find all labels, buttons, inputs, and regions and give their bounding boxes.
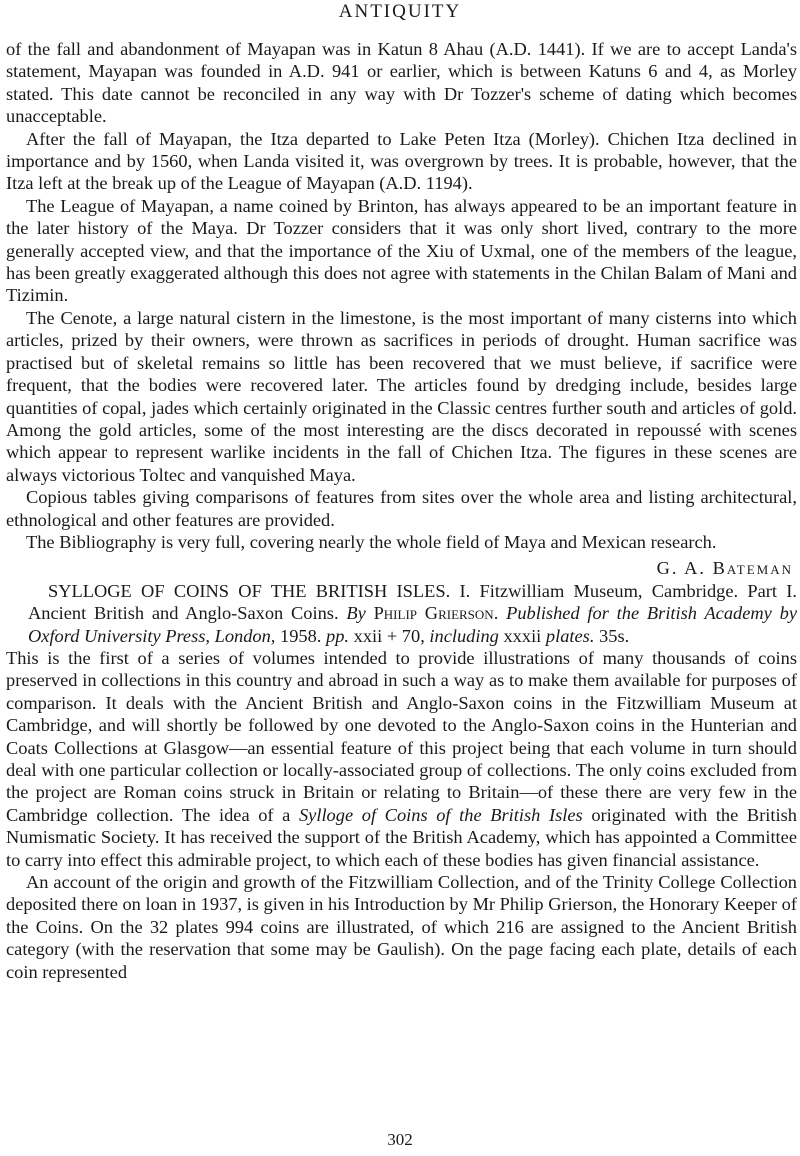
paragraph-text: This is the first of a series of volumes intended to provide illustrations of many thousands of coins preserved in collections in this country and abroad in such a way as to make them available for purposes of comparison. It deals with the Ancient British and Anglo-Saxon coins in the Fitzwilliam Museum at Cambridge, and will shortly be followed by one devoted to the Anglo-Saxon coins in the Hunterian and Coats Collections at Glasgow—an essential feature of this project being that each volume in turn should deal with one particular collection or locally-associated group of collections. The only coins excluded from the project are Roman coins struck in Britain or relating to Britain—of these there are very few in the Cambridge collection. The idea of a: [6, 647, 797, 825]
italic-title: Sylloge of Coins of the British Isles: [298, 804, 583, 825]
extent: xxii + 70,: [353, 625, 425, 646]
price: 35s.: [599, 625, 630, 646]
author: Philip Grierson.: [373, 603, 499, 624]
paragraph: The Cenote, a large natural cistern in the limestone, is the most important of many cisterns into which articles, prized by their owners, were thrown as sacrifices in periods of drought. Human sacrifice was practised but of skeletal remains so little has been recovered that we must believe, if sacrifice were frequent, that the bodies were recovered later. The articles found by dredging include, besides large quantities of copal, jades which certainly originated in the Classic centres further south and articles of gold. Among the gold articles, some of the most interesting are the discs decorated in repoussé with scenes which appear to represent warlike incidents in the fall of Chichen Itza. The figures in these scenes are always victorious Toltec and vanquished Maya.: [6, 307, 797, 485]
review-title: SYLLOGE OF COINS OF THE BRITISH ISLES. I. Fitzwilliam Museum, Cambridge. Part I. Ancient British and Anglo-Saxon Coins.: [28, 580, 797, 624]
publisher: Published for the British Academy by Oxford University Press, London,: [28, 603, 797, 646]
review-heading: [6, 580, 797, 647]
plates-count: xxxii: [503, 625, 542, 646]
paragraph: of the fall and abandonment of Mayapan was in Katun 8 Ahau (A.D. 1441). If we are to accept Landa's statement, Mayapan was founded in A.D. 941 or earlier, which is between Katuns 6 and 4, as Morley stated. This date cannot be reconciled in any way with Dr Tozzer's scheme of dating which becomes unacceptable.: [6, 39, 797, 127]
paragraph: The Bibliography is very full, covering nearly the whole field of Maya and Mexican research.: [26, 531, 717, 552]
paragraph-text: originated with the British Numismatic Society. It has received the support of the British Academy, which has appointed a Committee to carry into effect this admirable project, to which each of these bodies has given financial assistance.: [6, 804, 797, 870]
plates-label: plates.: [545, 625, 595, 646]
reviewer-signature: G. A. Bateman: [656, 558, 793, 579]
pp-label: pp.: [326, 625, 350, 646]
paragraph: The League of Mayapan, a name coined by Brinton, has always appeared to be an important feature in the later history of the Maya. Dr Tozzer considers that it was only short lived, contrary to the more generally accepted view, and that the importance of the Xiu of Uxmal, one of the members of the league, has been greatly exaggerated although this does not agree with statements in the Chilan Balam of Mani and Tizimin.: [6, 195, 797, 306]
running-head: ANTIQUITY: [338, 1, 462, 22]
by-label: By: [346, 603, 366, 624]
review-body: [6, 647, 797, 983]
paragraph: After the fall of Mayapan, the Itza departed to Lake Peten Itza (Morley). Chichen Itza declined in importance and by 1560, when Landa visited it, was overgrown by trees. It is probable, however, that the Itza left at the break up of the League of Mayapan (A.D. 1194).: [6, 128, 797, 194]
article-body: [6, 38, 797, 983]
including-label: including: [429, 625, 499, 646]
paragraph: [6, 647, 797, 871]
page-number: 302: [387, 1130, 413, 1149]
paragraph: An account of the origin and growth of the Fitzwilliam Collection, and of the Trinity College Collection deposited there on loan in 1937, is given in his Introduction by Mr Philip Grierson, the Honorary Keeper of the Coins. On the 32 plates 994 coins are illustrated, of which 216 are assigned to the Ancient British category (with the reservation that some may be Gaulish). On the page facing each plate, details of each coin represented: [6, 872, 797, 982]
year: 1958.: [280, 625, 322, 646]
paragraph: Copious tables giving comparisons of features from sites over the whole area and listing architectural, ethnological and other features are provided.: [6, 487, 797, 530]
